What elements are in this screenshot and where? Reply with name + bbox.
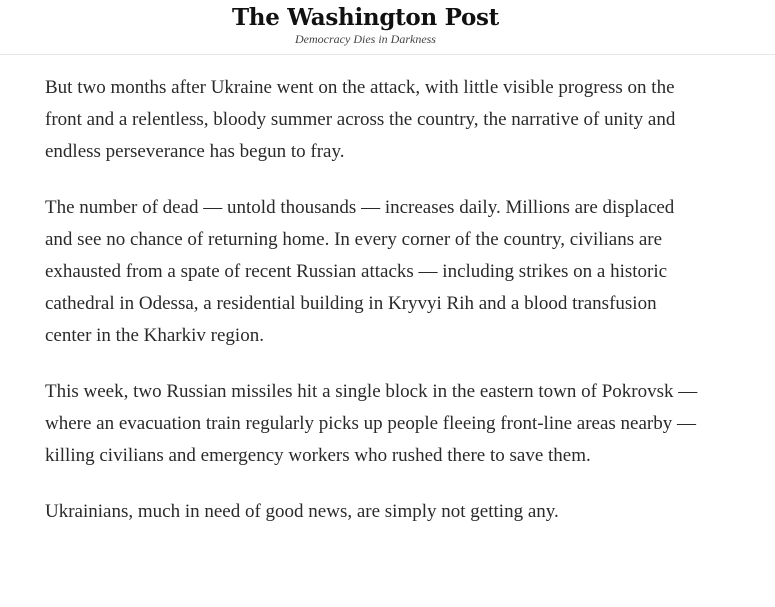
article-paragraph: Ukrainians, much in need of good news, are simply not getting any.: [45, 501, 559, 522]
article-paragraph: But two months after Ukraine went on the attack, with little visible progress on the front and a relentless, bloody summer across the country, the narrative of unity and endless perseverance has begun to fray.: [45, 77, 676, 162]
article-body: [45, 72, 700, 552]
article-paragraph: The number of dead — untold thousands — increases daily. Millions are displaced and see no chance of returning home. In every corner of the country, civilians are exhausted from a spate of recent Russian attacks — including strikes on a historic cathedral in Odessa, a residential building in Kryvyi Rih and a blood transfusion center in the Kharkiv region.: [45, 197, 675, 346]
masthead-logo[interactable]: The Washington Post: [231, 4, 499, 31]
site-header: [0, 0, 775, 55]
tagline: Democracy Dies in Darkness: [295, 32, 436, 46]
article-paragraph: This week, two Russian missiles hit a single block in the eastern town of Pokrovsk — where an evacuation train regularly picks up people fleeing front-line areas nearby — killing civilians and emergency workers who rushed there to save them.: [45, 381, 698, 466]
